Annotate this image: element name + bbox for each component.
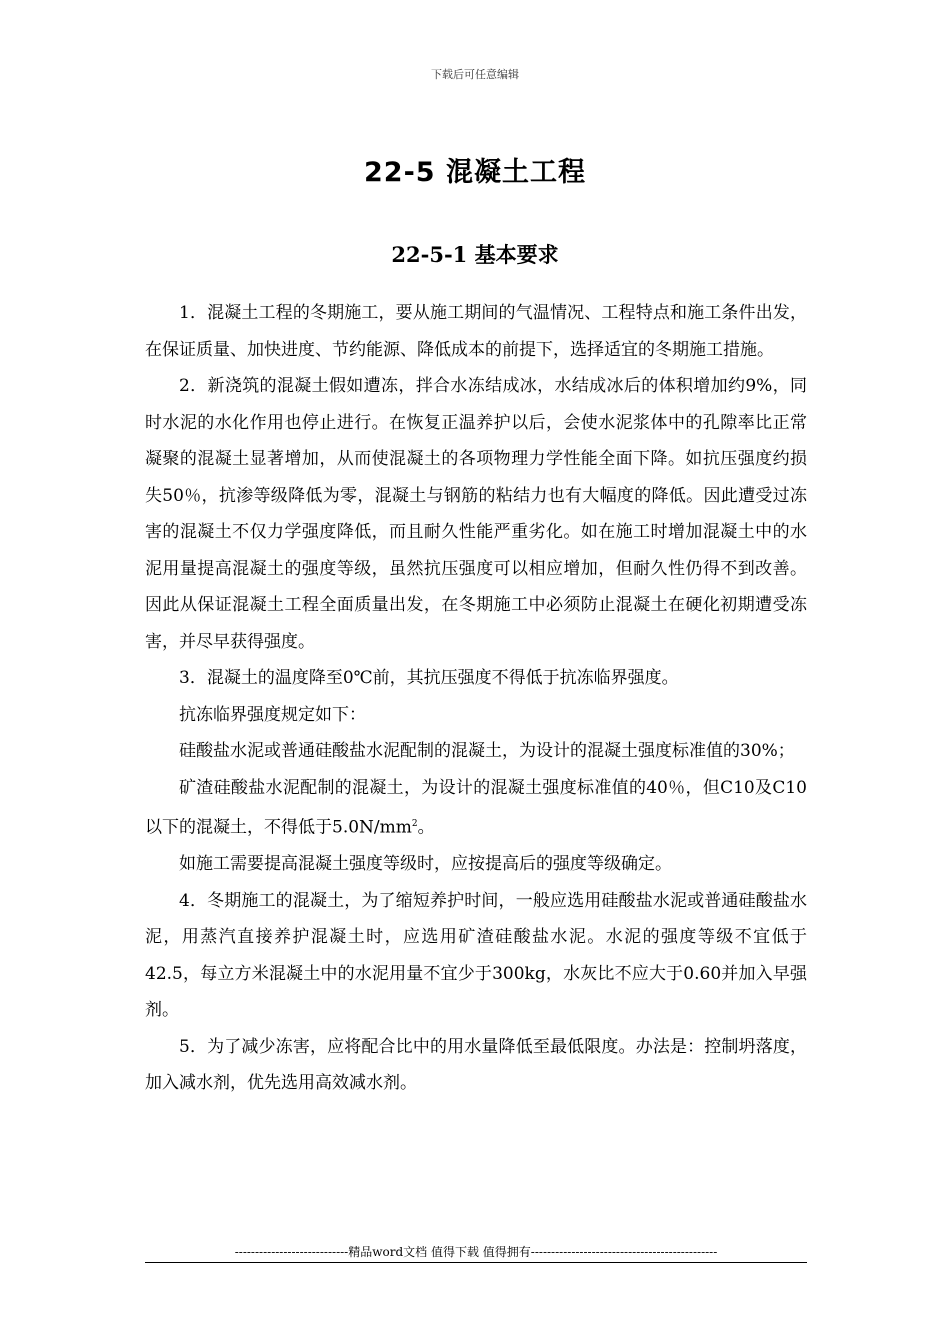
paragraph-9: 5．为了减少冻害，应将配合比中的用水量降低至最低限度。办法是：控制坍落度，加入减水剂，优先选用高效减水剂。	[145, 1036, 807, 1094]
page-title: 22-5 混凝土工程	[364, 157, 586, 188]
paragraph-3: 3．混凝土的温度降至0℃前，其抗压强度不得低于抗冻临界强度。	[179, 668, 679, 688]
header-note: 下载后可任意编辑	[431, 68, 519, 81]
paragraph-6-tail: 。	[417, 817, 435, 838]
paragraph-7: 如施工需要提高混凝土强度等级时，应按提高后的强度等级确定。	[179, 854, 672, 875]
document-body	[145, 295, 807, 1102]
paragraph-4: 抗冻临界强度规定如下：	[179, 704, 366, 725]
paragraph-1: 1．混凝土工程的冬期施工，要从施工期间的气温情况、工程特点和施工条件出发，在保证质量、加快进度、节约能源、降低成本的前提下，选择适宜的冬期施工措施。	[145, 303, 807, 360]
unit-superscript: 2	[411, 819, 418, 829]
section-title: 22-5-1 基本要求	[391, 242, 559, 267]
paragraph-8: 4．冬期施工的混凝土，为了缩短养护时间，一般应选用硅酸盐水泥或普通硅酸盐水泥，用蒸汽直接养护混凝土时，应选用矿渣硅酸盐水泥。水泥的强度等级不宜低于42.5，每立方米混凝土中的水泥用量不宜少于300kg，水灰比不应大于0.60并加入早强剂。	[145, 890, 807, 1021]
paragraph-2: 2．新浇筑的混凝土假如遭冻，拌合水冻结成冰，水结成冰后的体积增加约9%，同时水泥的水化作用也停止进行。在恢复正温养护以后，会使水泥浆体中的孔隙率比正常凝聚的混凝土显著增加，从而使混凝土的各项物理力学性能全面下降。如抗压强度约损失50％，抗渗等级降低为零，混凝土与钢筋的粘结力也有大幅度的降低。因此遭受过冻害的混凝土不仅力学强度降低，而且耐久性能严重劣化。如在施工时增加混凝土中的水泥用量提高混凝土的强度等级，虽然抗压强度可以相应增加，但耐久性仍得不到改善。因此从保证混凝土工程全面质量出发，在冬期施工中必须防止混凝土在硬化初期遭受冻害，并尽早获得强度。	[145, 376, 807, 652]
footer-text: ----------------------------精品word文档 值得下载 值得拥有----------------------------------------------	[234, 1245, 718, 1259]
paragraph-6-text: 矿渣硅酸盐水泥配制的混凝土，为设计的混凝土强度标准值的40％，但C10及C10以下的混凝土，不得低于5.0N/mm	[145, 777, 807, 838]
paragraph-6	[145, 770, 807, 847]
footer-divider	[145, 1262, 807, 1263]
paragraph-5: 硅酸盐水泥或普通硅酸盐水泥配制的混凝土，为设计的混凝土强度标准值的30%；	[179, 741, 795, 761]
